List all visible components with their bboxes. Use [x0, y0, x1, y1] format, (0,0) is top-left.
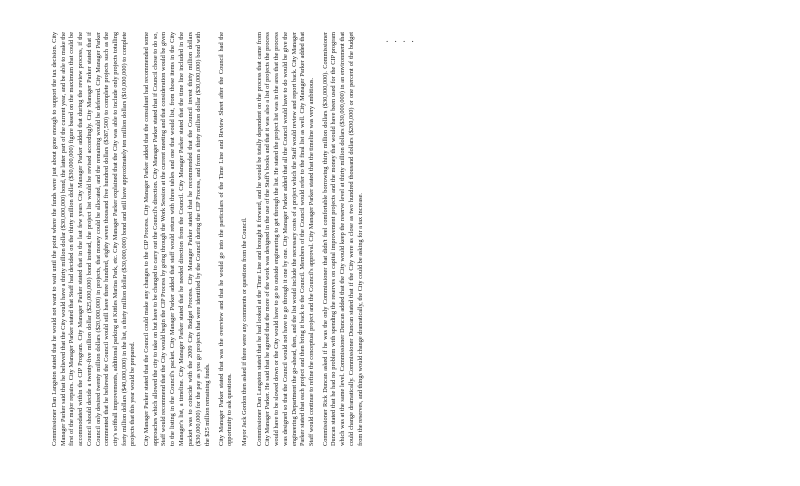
paragraph-cip-process: City Manager Parker stated that the Council could make any changes to the CIP Process. City Manager Parker added that the consultant had recommended some approaches which allowed the city to take on but have to be changed to carry out the Council's direction. City Manager Parker stated that if Council chose to do so, Staff would recommend that the City would begin the CIP Process by going through the Work Session at the current meeting and that consideration would be given to the listing in the Council's packet. City Manager Parker added that staff would return with three tables and one that would list, from those items in the City Manager's list, a timeline. City Manager Parker stated that he needed direction from the Council. City Manager Parker stated that the time line included in the packet was to coincide with the 2009 City Budget Process. City Manager Parker stated that he recommended that the Council invest thirty million dollars ($30,000,000) for the pay as you go projects that were identified by the Council during the CIP Process, and from a thirty million dollar ($30,000,000) bond with the $25 million remaining funds. [143, 32, 211, 446]
paragraph-langston-timeline: Commissioner Dan Langston stated that he had looked at the Time Line and brought it forward, and he would be totally dependent on the process that came from City Manager Parker. He said that he agreed that the more of the work was designed in the use of the Staff's books and that it was also a list of projects the process would have to be slowed down or the City would have to go to outside engineering to get through the list. He stated the project list was in the area that the process was designed so that the Council would not have to go through it one by one. City Manager Parker added that all the Council would have to do would be give the engineering Department the go-ahead, then, and the list would include the necessary costs of a project which the Staff would review and report back. City Manager Parker stated that each project and then bring it back to the Council. Members of the Council would refer to the final list as well. City Manager Parker added that Staff would continue to refine the conceptual project and the Council's approval. City Manager Parker stated that the timeline was very ambitious. [255, 32, 315, 446]
rotated-minutes-page [45, 22, 755, 464]
paragraph-mayor-question: Mayor Jack Gordon then asked if there were any comments or questions from the Council. [241, 217, 249, 446]
paragraph-overview: City Manager Parker stated that was the overview and that he would go into the particulars of the Time Line and Review Sheet after the Council had the opportunity to ask questions. [217, 32, 234, 446]
page-mark: . . . . [386, 34, 416, 44]
paragraph-cip-bond: Commissioner Dan Langston stated that he would not want to wait until the point where the funds were just about gone enough to support the tax decision. City Manager Parker said that he believed that the City would have a thirty million dollar ($30,000,000) bond, the latter part of the current year, and be able to make the first of the major repairs. City Manager Parker stated that Staff had decided on the thirty million dollar ($30,000,000) figure based on the maximum that could be accommodated within the CIP Program. City Manager Parker stated that in the last few years City Manager Parker added that during the review process, if the Council should decide a twenty-five million dollar ($25,000,000) bond instead, the project list would be revised accordingly. City Manager Parker stated that if Council only desired twenty million dollars ($20,000,000) in projects, that money could be allocated, and the remaining would be deferred. City Manager Parker commented that he believed the Council would still have three hundred, eighty seven thousand five hundred dollars ($387,500) to complete projects such as the city's softball improvements, additional parking at Kittles Marina Park, etc. City Manager Parker explained that the City was able to include only projects totalling forty million dollars ($40,000,000) in the list, a thirty million dollar ($30,000,000) bond and still have approximately ten million dollars ($10,000,000) to complete projects that this year would be prepared. [51, 32, 137, 446]
paragraph-duncan-borrowing: Commissioner Rick Duncan asked if he was the only Commissioner that didn't feel comfortable borrowing thirty million dollars ($30,000,000). Commissioner Duncan stated that he had no problem with spending the reserves on capital improvement projects and the money that would have been used for the CIP program which was at the same level. Commissioner Duncan added that the City would keep the reserve level at thirty million dollars ($30,000,000) in an environment that could change dramatically. Commissioner Duncan stated that if the City were as close as two hundred thousand dollars ($200,000) or one percent of the budget from the reserves, and things would change dramatically, the City could be asking for a tax increase. [321, 32, 364, 446]
